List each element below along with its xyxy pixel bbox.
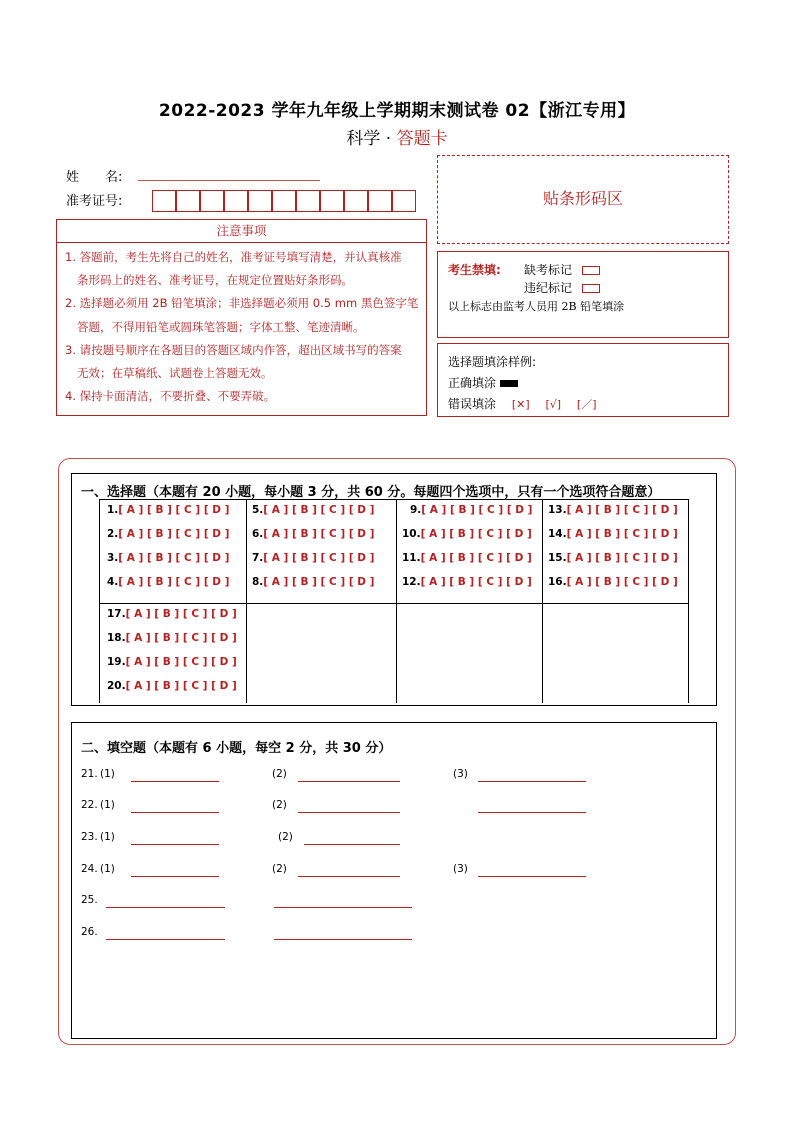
correct-sample-row: [448, 374, 518, 391]
name-label: 姓 名:: [66, 170, 123, 185]
fill-question-number: 24.: [81, 863, 98, 875]
forbidden-box: [437, 251, 729, 338]
absent-label: 缺考标记: [524, 263, 573, 277]
notice-item-number: 2.: [65, 296, 80, 311]
blank-label: (1): [100, 768, 115, 780]
forbidden-label: 考生禁填:: [448, 263, 501, 277]
page-subtitle: [0, 124, 794, 149]
exam-id-digit-box[interactable]: [248, 190, 272, 212]
blank-label: (3): [453, 768, 468, 780]
answer-options[interactable]: [ A ] [ B ] [ C ] [ D ]: [263, 552, 375, 564]
question-number: 14.: [548, 528, 567, 540]
choice-col-divider-3: [542, 499, 543, 703]
fill-question-number: 25.: [81, 894, 98, 906]
choice-col-divider-1: [246, 499, 247, 703]
choice-question-1[interactable]: [107, 498, 229, 522]
forbidden-note: 以上标志由监考人员用 2B 铅笔填涂: [448, 300, 625, 313]
sample-title: 选择题填涂样例:: [448, 355, 537, 369]
notice-item-number: 4.: [65, 389, 80, 404]
notice-list: [57, 243, 426, 408]
answer-options[interactable]: [ A ] [ B ] [ C ] [ D ]: [420, 576, 532, 588]
answer-options[interactable]: [ A ] [ B ] [ C ] [ D ]: [118, 504, 230, 516]
exam-id-digit-box[interactable]: [176, 190, 200, 212]
notice-item: [65, 246, 420, 269]
answer-options[interactable]: [ A ] [ B ] [ C ] [ D ]: [566, 528, 678, 540]
answer-options[interactable]: [ A ] [ B ] [ C ] [ D ]: [118, 552, 230, 564]
choice-section: [71, 473, 717, 706]
subject-label: 科学: [346, 129, 381, 149]
barcode-area: [437, 155, 729, 244]
blank-label: (2): [278, 831, 293, 843]
answer-blank-line[interactable]: [478, 812, 586, 813]
wrong-label: 错误填涂: [448, 397, 497, 411]
question-number: 9.: [410, 504, 422, 516]
notice-item: [65, 292, 420, 315]
correct-label: 正确填涂: [448, 376, 497, 390]
notice-item-number: 3.: [65, 342, 80, 357]
violation-mark-row: [524, 279, 600, 296]
violation-label: 违纪标记: [524, 281, 573, 295]
exam-id-digit-box[interactable]: [344, 190, 368, 212]
answer-blank-line[interactable]: [106, 907, 225, 908]
answer-blank-line[interactable]: [131, 812, 219, 813]
question-number: 10.: [402, 528, 421, 540]
choice-question-6[interactable]: [252, 522, 374, 546]
choice-col-divider-2: [396, 499, 397, 703]
answer-options[interactable]: [ A ] [ B ] [ C ] [ D ]: [421, 504, 533, 516]
fill-question-number: 22.: [81, 799, 98, 811]
fill-section-title: 二、填空题（本题有 6 小题，每空 2 分，共 30 分）: [81, 741, 392, 756]
question-number: 19.: [107, 656, 126, 668]
answer-blank-line[interactable]: [131, 844, 219, 845]
choice-question-16[interactable]: [548, 570, 678, 594]
answer-options[interactable]: [ A ] [ B ] [ C ] [ D ]: [263, 504, 375, 516]
sample-box: [437, 343, 729, 417]
choice-question-10[interactable]: [402, 522, 532, 546]
answer-blank-line[interactable]: [298, 781, 400, 782]
choice-question-8[interactable]: [252, 570, 374, 594]
fill-question-number: 21.: [81, 768, 98, 780]
notice-item-text: 保持卡面清洁，不要折叠、不要弄破。: [79, 389, 276, 404]
question-number: 20.: [107, 680, 126, 692]
question-number: 5.: [252, 504, 264, 516]
choice-question-7[interactable]: [252, 546, 374, 570]
choice-question-5[interactable]: [252, 498, 374, 522]
question-number: 8.: [252, 576, 264, 588]
answer-options[interactable]: [ A ] [ B ] [ C ] [ D ]: [420, 552, 532, 564]
wrong-sample-row: [448, 395, 597, 412]
blank-label: (2): [272, 768, 287, 780]
exam-id-digit-box[interactable]: [368, 190, 392, 212]
question-number: 13.: [548, 504, 567, 516]
choice-question-12[interactable]: [402, 570, 532, 594]
answer-options[interactable]: [ A ] [ B ] [ C ] [ D ]: [263, 528, 375, 540]
choice-question-2[interactable]: [107, 522, 229, 546]
question-number: 12.: [402, 576, 421, 588]
notice-item-continuation: 无效；在草稿纸、试题卷上答题无效。: [77, 366, 273, 381]
question-number: 16.: [548, 576, 567, 588]
wrong-mark-cross-icon: [✕]: [511, 398, 530, 411]
choice-question-9[interactable]: [410, 498, 532, 522]
blank-label: (2): [272, 863, 287, 875]
choice-question-14[interactable]: [548, 522, 678, 546]
fill-question-number: 23.: [81, 831, 98, 843]
question-number: 4.: [107, 576, 119, 588]
choice-question-15[interactable]: [548, 546, 678, 570]
notice-item-continuation: 条形码上的姓名、准考证号，在规定位置贴好条形码。: [77, 273, 353, 288]
question-number: 6.: [252, 528, 264, 540]
answer-options[interactable]: [ A ] [ B ] [ C ] [ D ]: [263, 576, 375, 588]
answer-options[interactable]: [ A ] [ B ] [ C ] [ D ]: [566, 504, 678, 516]
choice-question-4[interactable]: [107, 570, 229, 594]
exam-id-digit-box[interactable]: [224, 190, 248, 212]
answer-options[interactable]: [ A ] [ B ] [ C ] [ D ]: [566, 576, 678, 588]
notice-item-text: 答题前，考生先将自己的姓名，准考证号填写清楚，并认真核准: [79, 250, 402, 264]
choice-question-11[interactable]: [402, 546, 532, 570]
page-title: 2022-2023 学年九年级上学期期末测试卷 02【浙江专用】: [158, 101, 636, 121]
exam-id-digit-box[interactable]: [320, 190, 344, 212]
answer-blank-line[interactable]: [298, 812, 400, 813]
answer-blank-line[interactable]: [274, 907, 412, 908]
answer-blank-line[interactable]: [131, 876, 219, 877]
notice-item: [65, 339, 420, 362]
notice-heading: 注意事项: [216, 223, 267, 238]
answer-blank-line[interactable]: [478, 781, 586, 782]
answer-blank-line[interactable]: [106, 939, 225, 940]
exam-id-digit-box[interactable]: [152, 190, 176, 212]
choice-question-13[interactable]: [548, 498, 678, 522]
wrong-mark-slash-icon: [／]: [576, 398, 597, 411]
filled-mark-icon: [500, 380, 518, 387]
question-number: 1.: [107, 504, 119, 516]
fill-question-number: 26.: [81, 926, 98, 938]
choice-section-title: 一、选择题（本题有 20 小题，每小题 3 分，共 60 分。每题四个选项中，只有一个选项符合题意）: [81, 485, 661, 500]
choice-question-18[interactable]: [107, 626, 237, 650]
name-field[interactable]: [138, 180, 320, 181]
blank-label: (1): [100, 799, 115, 811]
notice-header-box: [56, 219, 427, 243]
barcode-label: 贴条形码区: [542, 189, 623, 208]
choice-question-17[interactable]: [107, 602, 237, 626]
exam-id-digit-box[interactable]: [296, 190, 320, 212]
choice-question-3[interactable]: [107, 546, 229, 570]
notice-item-text: 请按题号顺序在各题目的答题区域内作答，超出区域书写的答案: [79, 342, 402, 357]
answer-options[interactable]: [ A ] [ B ] [ C ] [ D ]: [125, 608, 237, 620]
fill-section: [71, 722, 717, 1039]
question-number: 11.: [402, 552, 421, 564]
blank-label: (2): [272, 799, 287, 811]
answer-options[interactable]: [ A ] [ B ] [ C ] [ D ]: [125, 656, 237, 668]
answer-options[interactable]: [ A ] [ B ] [ C ] [ D ]: [566, 552, 678, 564]
choice-question-20[interactable]: [107, 674, 237, 698]
answer-blank-line[interactable]: [274, 939, 412, 940]
question-number: 2.: [107, 528, 119, 540]
notice-item-continuation: 答题，不得用铅笔或圆珠笔答题；字体工整、笔迹清晰。: [77, 319, 365, 334]
exam-id-digit-box[interactable]: [200, 190, 224, 212]
separator-dot: ·: [385, 129, 392, 149]
wrong-mark-check-icon: [√]: [545, 398, 562, 411]
notice-item: [65, 385, 420, 408]
blank-label: (1): [100, 863, 115, 875]
answer-options[interactable]: [ A ] [ B ] [ C ] [ D ]: [118, 528, 230, 540]
absent-mark-row: [524, 261, 600, 278]
absent-mark-box[interactable]: [582, 266, 600, 275]
answer-blank-line[interactable]: [478, 876, 586, 877]
blank-label: (3): [453, 863, 468, 875]
answer-blank-line[interactable]: [304, 844, 400, 845]
exam-id-label: 准考证号:: [66, 194, 123, 209]
notice-item-number: 1.: [65, 250, 80, 264]
answer-blank-line[interactable]: [131, 781, 219, 782]
question-number: 17.: [107, 608, 126, 620]
question-number: 3.: [107, 552, 119, 564]
choice-question-19[interactable]: [107, 650, 237, 674]
answer-options[interactable]: [ A ] [ B ] [ C ] [ D ]: [420, 528, 532, 540]
answer-options[interactable]: [ A ] [ B ] [ C ] [ D ]: [125, 632, 237, 644]
exam-id-digit-box[interactable]: [392, 190, 416, 212]
answer-blank-line[interactable]: [298, 876, 400, 877]
exam-id-digit-box[interactable]: [272, 190, 296, 212]
question-number: 7.: [252, 552, 264, 564]
notice-body-box: [56, 242, 427, 416]
question-number: 15.: [548, 552, 567, 564]
blank-label: (1): [100, 831, 115, 843]
answer-card-label: 答题卡: [396, 129, 448, 149]
answer-options[interactable]: [ A ] [ B ] [ C ] [ D ]: [118, 576, 230, 588]
violation-mark-box[interactable]: [582, 284, 600, 293]
notice-item-text: 选择题必须用 2B 铅笔填涂；非选择题必须用 0.5 mm 黑色签字笔: [79, 296, 419, 311]
question-number: 18.: [107, 632, 126, 644]
answer-options[interactable]: [ A ] [ B ] [ C ] [ D ]: [125, 680, 237, 692]
